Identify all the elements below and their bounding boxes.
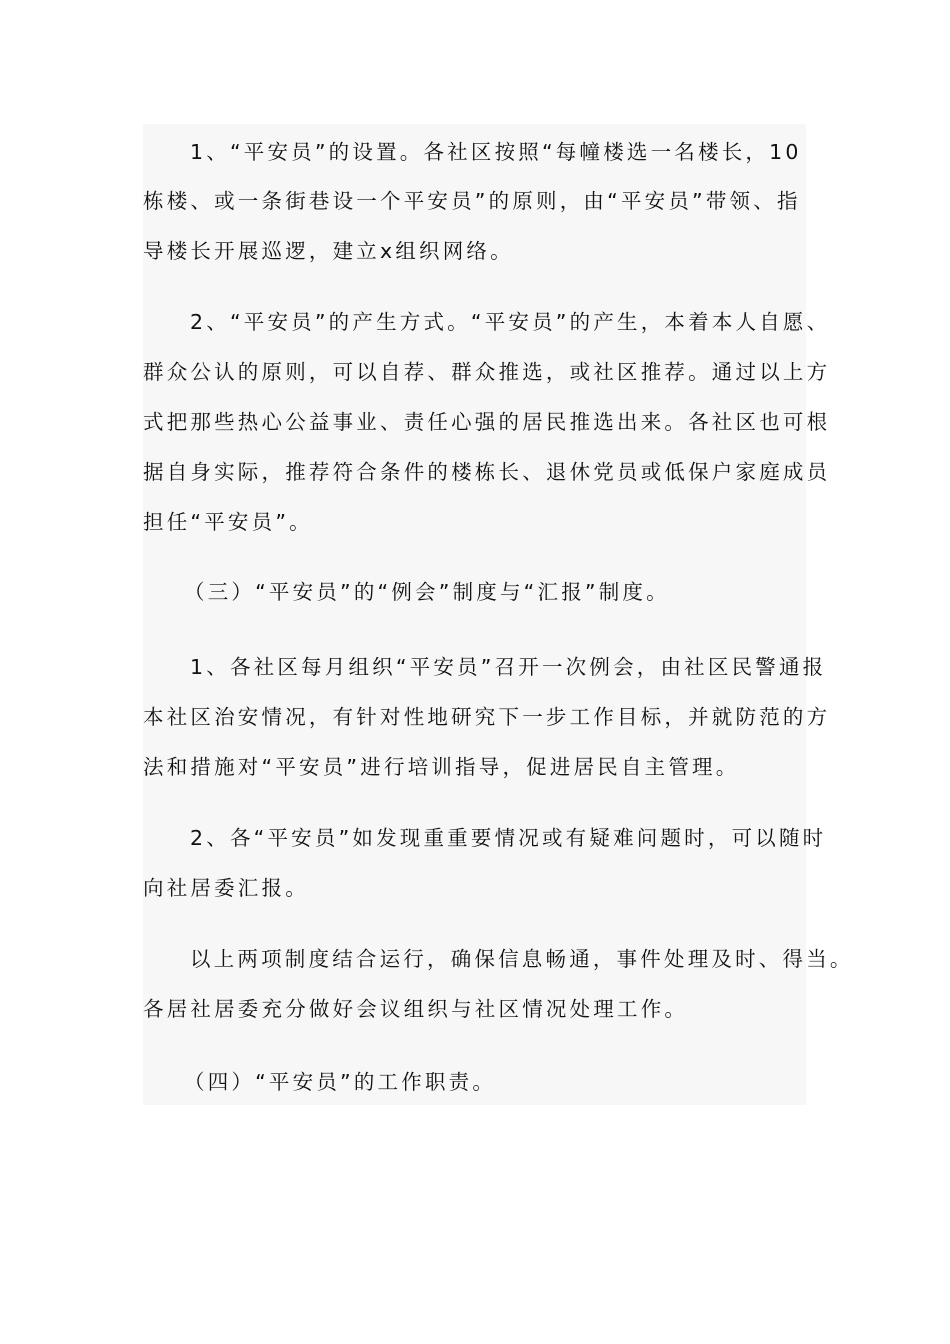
section-heading: （四）“平安员”的工作职责。 <box>184 1070 497 1094</box>
paragraph-line: 法和措施对“平安员”进行培训指导，促进居民自主管理。 <box>143 755 740 779</box>
paragraph-line: 担任“平安员”。 <box>143 510 313 534</box>
paragraph-line: 2、各“平安员”如发现重重要情况或有疑难问题时，可以随时 <box>190 826 827 850</box>
paragraph-line: 据自身实际，推荐符合条件的楼栋长、退休党员或低保户家庭成员 <box>143 460 831 484</box>
paragraph-line: 2、“平安员”的产生方式。“平安员”的产生，本着本人自愿、 <box>190 310 831 334</box>
paragraph-line: 向社居委汇报。 <box>143 876 309 900</box>
paragraph-line: 导楼长开展巡逻，建立x组织网络。 <box>143 239 514 263</box>
paragraph-line: 1、“平安员”的设置。各社区按照“每幢楼选一名楼长，10 <box>190 140 802 164</box>
paragraph-line: 栋楼、或一条街巷设一个平安员”的原则，由“平安员”带领、指 <box>143 189 801 213</box>
paragraph-line: 群众公认的原则，可以自荐、群众推选，或社区推荐。通过以上方 <box>143 360 831 384</box>
section-heading: （三）“平安员”的“例会”制度与“汇报”制度。 <box>184 580 670 604</box>
paragraph-line: 以上两项制度结合运行，确保信息畅通，事件处理及时、得当。 <box>190 947 854 971</box>
paragraph-line: 本社区治安情况，有针对性地研究下一步工作目标，并就防范的方 <box>143 705 831 729</box>
paragraph-line: 式把那些热心公益事业、责任心强的居民推选出来。各社区也可根 <box>143 410 831 434</box>
paragraph-line: 1、各社区每月组织“平安员”召开一次例会，由社区民警通报 <box>190 655 827 679</box>
paragraph-line: 各居社居委充分做好会议组织与社区情况处理工作。 <box>143 997 689 1021</box>
